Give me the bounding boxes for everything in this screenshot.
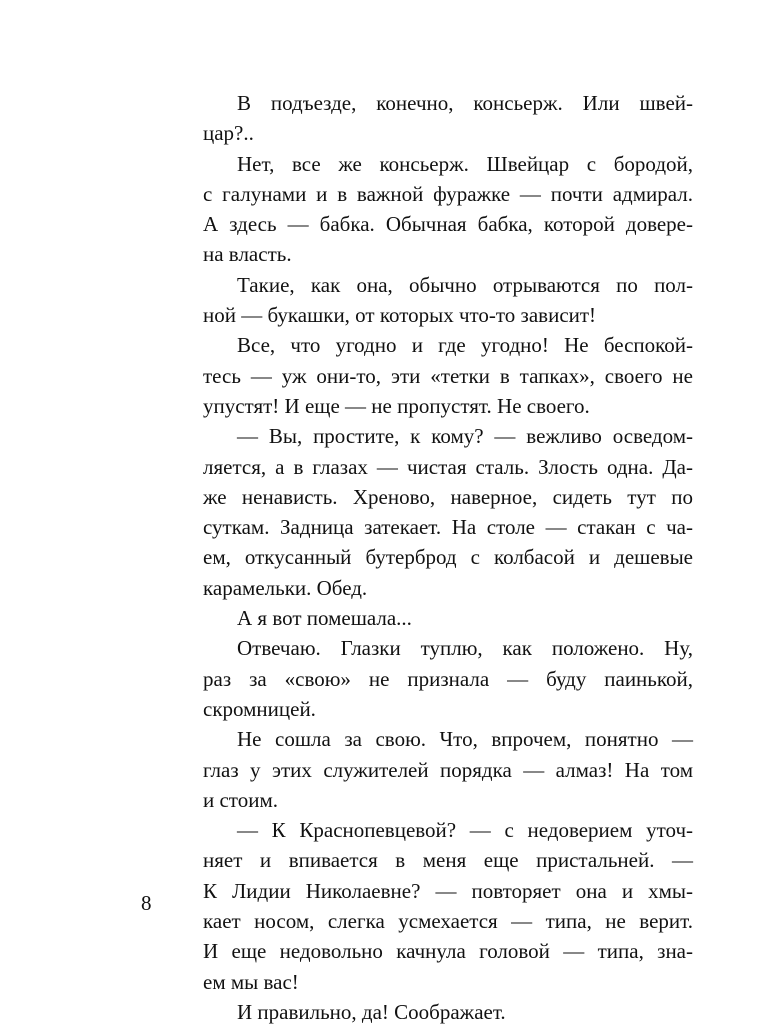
text-line: И еще недовольно качнула головой — типа, зна- bbox=[203, 939, 693, 964]
text-line: И правильно, да! Соображает. bbox=[237, 999, 506, 1024]
text-line: с галунами и в важной фуражке — почти адмирал. bbox=[203, 181, 693, 206]
text-line: и стоим. bbox=[203, 787, 278, 812]
text-line: тесь — уж они-то, эти «тетки в тапках», своего не bbox=[203, 363, 693, 388]
text-line: Отвечаю. Глазки туплю, как положено. Ну, bbox=[237, 636, 693, 661]
page-number: 8 bbox=[141, 891, 152, 915]
text-line: А здесь — бабка. Обычная бабка, которой довере- bbox=[203, 212, 693, 237]
text-line: А я вот помешала... bbox=[237, 606, 412, 631]
page-body-text bbox=[203, 88, 693, 1027]
text-line: карамельки. Обед. bbox=[203, 575, 368, 600]
text-line: К Лидии Николаевне? — повторяет она и хмы- bbox=[203, 878, 693, 903]
text-line: цар?.. bbox=[203, 121, 254, 146]
text-line: скромницей. bbox=[203, 696, 316, 721]
text-line: кает носом, слегка усмехается — типа, не верит. bbox=[203, 909, 693, 934]
text-line: раз за «свою» не признала — буду паинькой, bbox=[203, 666, 693, 691]
text-line: ляется, а в глазах — чистая сталь. Злость одна. Да- bbox=[203, 454, 693, 479]
text-line: ной — букашки, от которых что-то зависит! bbox=[203, 303, 597, 328]
text-line: суткам. Задница затекает. На столе — стакан с ча- bbox=[203, 515, 693, 540]
text-line: Не сошла за свою. Что, впрочем, понятно — bbox=[237, 727, 693, 752]
text-line: Все, что угодно и где угодно! Не беспокой- bbox=[237, 333, 693, 358]
text-line: — Вы, простите, к кому? — вежливо осведом- bbox=[237, 424, 693, 449]
text-line: на власть. bbox=[203, 242, 292, 267]
text-line: ем, откусанный бутерброд с колбасой и дешевые bbox=[203, 545, 693, 570]
text-line: Такие, как она, обычно отрываются по пол- bbox=[237, 272, 693, 297]
text-line: Нет, все же консьерж. Швейцар с бородой, bbox=[237, 151, 693, 176]
text-line: ем мы вас! bbox=[203, 969, 299, 994]
text-line: упустят! И еще — не пропустят. Не своего. bbox=[203, 393, 590, 418]
text-line: няет и впивается в меня еще пристальней. — bbox=[203, 848, 693, 873]
text-line: — К Краснопевцевой? — с недоверием уточ- bbox=[237, 818, 693, 843]
text-line: же ненависть. Хреново, наверное, сидеть тут по bbox=[203, 484, 693, 509]
text-line: В подъезде, конечно, консьерж. Или швей- bbox=[237, 91, 693, 115]
text-line: глаз у этих служителей порядка — алмаз! На том bbox=[203, 757, 693, 782]
